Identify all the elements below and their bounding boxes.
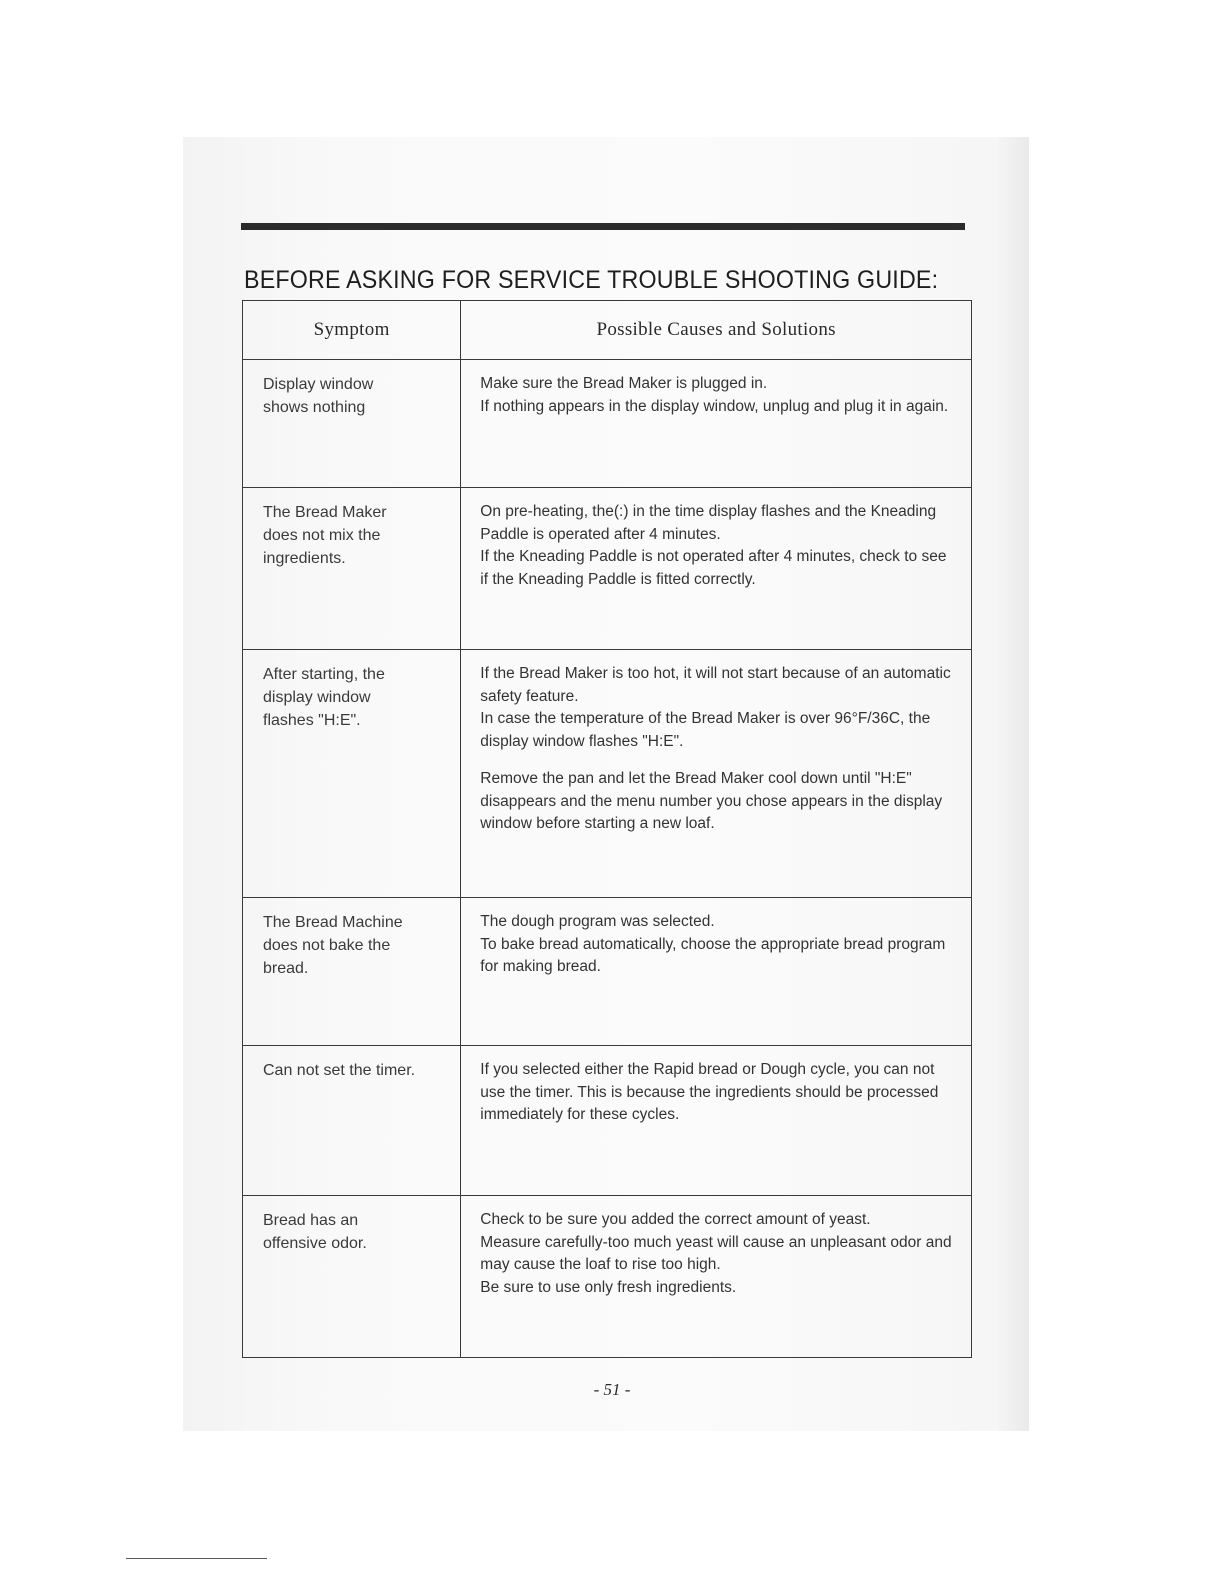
page-heading: BEFORE ASKING FOR SERVICE TROUBLE SHOOTING GUIDE: [244,266,939,294]
solution-line: If you selected either the Rapid bread or Dough cycle, you can not use the timer. This is because the ingredients should be processed immediately for these cycles. [480,1061,939,1123]
solution-line: Check to be sure you added the correct amount of yeast. [480,1211,871,1228]
symptom-cell [243,1196,461,1358]
solution-cell [461,1196,972,1358]
solution-line: If the Bread Maker is too hot, it will not start because of an automatic safety feature. [480,665,951,705]
table-row [243,488,972,650]
solution-line: If the Kneading Paddle is not operated after 4 minutes, check to see if the Kneading Paddle is fitted correctly. [480,548,947,588]
symptom-cell [243,488,461,650]
solution-text [461,1046,971,1127]
table-row [243,1196,972,1358]
table-header-row [243,301,972,360]
symptom-cell [243,650,461,898]
symptom-cell [243,360,461,488]
solution-line: The dough program was selected. [480,913,715,930]
symptom-text: Bread has an offensive odor. [263,1212,367,1252]
table-row [243,1046,972,1196]
solution-text [461,650,971,836]
top-rule [241,223,965,230]
solution-line: To bake bread automatically, choose the appropriate bread program for making bread. [480,935,946,975]
symptom-text: Can not set the timer. [263,1062,416,1079]
solution-line: Remove the pan and let the Bread Maker cool down until "H:E" disappears and the menu number you chose appears in the display window before starting a new loaf. [480,770,943,832]
solution-text [461,360,971,418]
solution-line: Be sure to use only fresh ingredients. [480,1278,737,1296]
page-number: - 51 - [593,1380,631,1399]
table-row [243,898,972,1046]
solution-line: In case the temperature of the Bread Maker is over 96°F/36C, the display window flashes "H:E". [480,710,931,750]
symptom-header: Symptom [243,301,461,360]
solution-text [461,488,971,591]
troubleshooting-table [242,300,972,1358]
solution-line: Measure carefully-too much yeast will cause an unpleasant odor and may cause the loaf to rise too high. [480,1233,952,1273]
table-row [243,650,972,898]
table-row [243,360,972,488]
symptom-text: After starting, the display window flashes "H:E". [263,666,385,729]
symptom-text: The Bread Maker does not mix the ingredients. [263,504,387,567]
solutions-header: Possible Causes and Solutions [461,301,972,360]
symptom-text: The Bread Machine does not bake the bread. [263,914,403,977]
symptom-cell [243,898,461,1046]
solution-cell [461,1046,972,1196]
symptom-cell [243,1046,461,1196]
solution-line: If nothing appears in the display window, unplug and plug it in again. [480,397,949,415]
solution-line: Make sure the Bread Maker is plugged in. [480,375,768,392]
solution-cell [461,488,972,650]
solution-cell [461,898,972,1046]
symptom-text: Display window shows nothing [263,376,374,416]
solution-cell [461,360,972,488]
solution-cell [461,650,972,898]
solution-text [461,1196,971,1299]
solution-text [461,898,971,979]
solution-line: On pre-heating, the(:) in the time display flashes and the Kneading Paddle is operated after 4 minutes. [480,503,937,543]
footnote-rule [126,1558,267,1559]
